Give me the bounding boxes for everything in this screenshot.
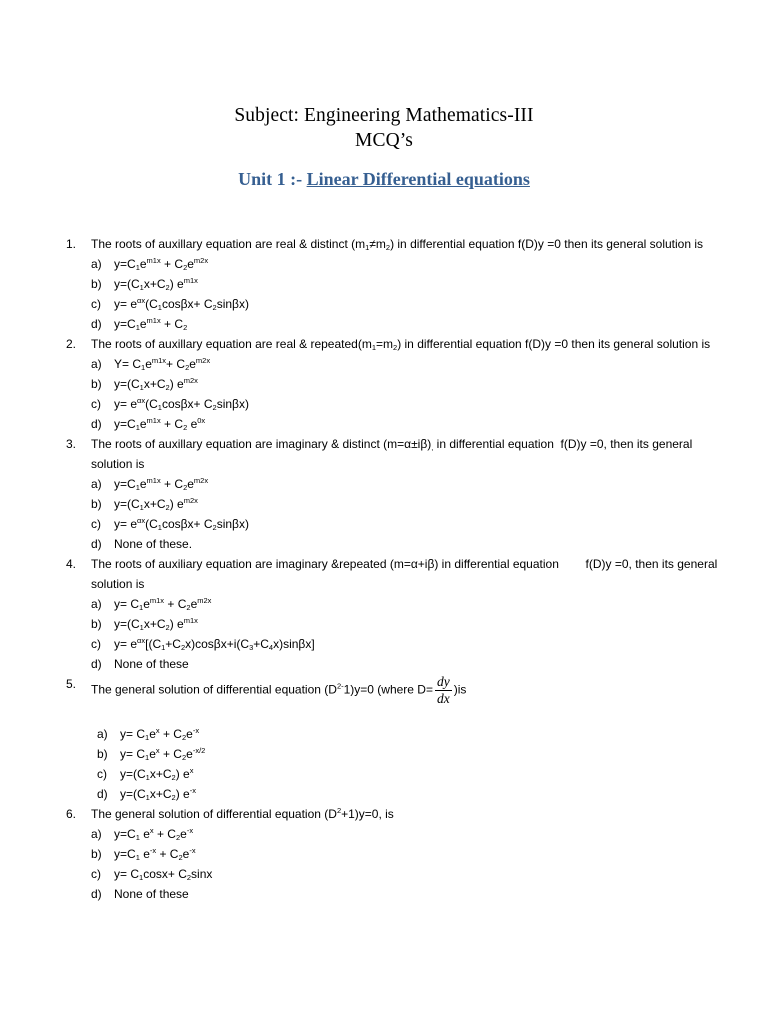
option-text: $y=(C_1x+C_2)$ $e^{m2x}$ xyxy=(114,496,198,512)
question-4 xyxy=(66,554,726,674)
option-text: $y= e^{\alpha x}(C_1\cos\beta x+ C_2\sin\beta x)$ xyxy=(114,296,249,312)
option-b xyxy=(91,494,726,514)
option-text: $y= C_1e^x + C_2e^{-x}$ xyxy=(120,726,200,742)
question-text: The roots of auxillary equation are real & $repeated(m_1=m_2)$ in differential equation f(D)y =0 then its general solution is xyxy=(91,337,711,352)
option-letter: b) xyxy=(91,617,102,631)
question-number: 3. xyxy=(66,437,77,451)
fraction-dy-dx xyxy=(435,674,452,707)
option-a xyxy=(91,824,726,844)
option-text: $y=(C_1x+C_2)$ $e^{m1x}$ xyxy=(114,276,198,292)
option-text: $y=C_1$ $e^x + C_2e^{-x}$ xyxy=(114,826,194,842)
option-letter: d) xyxy=(91,417,102,431)
question-number: 5. xyxy=(66,677,77,691)
option-letter: a) xyxy=(91,477,102,491)
option-text: $y=C_1e^{m1x} + C_2$ $e^{0x}$ xyxy=(114,416,206,432)
option-letter: c) xyxy=(91,397,101,411)
unit-heading xyxy=(0,167,768,191)
option-text: None of these xyxy=(114,657,189,671)
option-d xyxy=(91,534,726,554)
option-text: $y=C_1e^{m1x} + C_2e^{m2x}$ xyxy=(114,256,209,272)
option-text: None of these xyxy=(114,887,189,901)
option-text: None of these. xyxy=(114,537,193,551)
question-2 xyxy=(66,334,726,434)
option-text: $y= C_1e^x + C_2e^{-x/2}$ xyxy=(120,746,206,762)
option-letter: d) xyxy=(97,787,108,801)
option-c xyxy=(91,634,726,654)
question-text: The roots of auxillary equation are imaginary & distinct $(m=\alpha\pm i\beta)_,$ in differential equation f(D)y =0, then its general solution is xyxy=(91,437,693,471)
question-text: The roots of auxiliary equation are imaginary &repeated (m=α+iβ) in differential equation f(D)y =0, then its general solution is xyxy=(91,557,718,591)
option-c xyxy=(91,764,726,784)
fraction-numerator: dy xyxy=(436,674,450,689)
question-list xyxy=(66,234,726,904)
option-letter: b) xyxy=(91,847,102,861)
option-letter: d) xyxy=(91,317,102,331)
document-header xyxy=(0,103,768,191)
question-number: 4. xyxy=(66,557,77,571)
question-text: The general solution of differential equation $(D^2+1)y=0$, is xyxy=(91,806,394,821)
option-b xyxy=(91,614,726,634)
question-text: The roots of auxillary equation are real & distinct $(m_1\ne m_2)$ in differential equation f(D)y =0 then its general solution is xyxy=(91,237,704,252)
option-letter: c) xyxy=(91,297,101,311)
question-number: 6. xyxy=(66,807,77,821)
option-text: $y=C_1e^{m1x} + C_2$ xyxy=(114,316,188,332)
option-text: $y= e^{\alpha x}(C_1\cos\beta x+ C_2\sin\beta x)$ xyxy=(114,396,249,412)
option-c xyxy=(91,294,726,314)
option-text: $y=(C_1x+C_2)$ $e^{m2x}$ xyxy=(114,376,198,392)
question-5 xyxy=(66,674,726,804)
option-letter: c) xyxy=(91,637,101,651)
option-letter: b) xyxy=(91,277,102,291)
option-text: $y= C_1\cos x+ C_2\sin x$ xyxy=(114,867,213,882)
option-letter: c) xyxy=(97,767,107,781)
option-text: $y= e^{\alpha x}[(C_1+C_2x)\cos\beta x+i(C_3+C_4x)\sin\beta x]$ xyxy=(114,636,315,652)
question-number: 1. xyxy=(66,237,77,251)
option-text: $y=C_1$ $e^{-x} + C_2e^{-x}$ xyxy=(114,846,196,862)
question-3 xyxy=(66,434,726,554)
option-d xyxy=(91,654,726,674)
option-a xyxy=(91,724,726,744)
option-d xyxy=(91,884,726,904)
unit-prefix: Unit 1 :- xyxy=(238,169,307,189)
option-letter: a) xyxy=(91,827,102,841)
option-letter: a) xyxy=(91,257,102,271)
question-6 xyxy=(66,804,726,904)
option-letter: d) xyxy=(91,887,102,901)
option-letter: b) xyxy=(91,497,102,511)
mcq-title: MCQ’s xyxy=(355,130,413,151)
option-letter: a) xyxy=(91,357,102,371)
option-a xyxy=(91,594,726,614)
option-letter: a) xyxy=(97,727,108,741)
question-number: 2. xyxy=(66,337,77,351)
option-b xyxy=(91,274,726,294)
option-c xyxy=(91,394,726,414)
unit-topic-link[interactable]: Linear Differential equations xyxy=(306,169,530,189)
option-text: $y=C_1e^{m1x} + C_2e^{m2x}$ xyxy=(114,476,209,492)
option-c xyxy=(91,514,726,534)
option-letter: c) xyxy=(91,517,101,531)
fraction-denominator: dx xyxy=(436,691,450,706)
option-letter: b) xyxy=(97,747,108,761)
spacer xyxy=(91,707,726,724)
option-d xyxy=(91,414,726,434)
question-1 xyxy=(66,234,726,334)
option-letter: b) xyxy=(91,377,102,391)
option-text: $y=(C_1x+C_2)$ $e^{-x}$ xyxy=(120,786,196,802)
option-b xyxy=(91,374,726,394)
option-text: $y=(C_1x+C_2)$ $e^x$ xyxy=(120,766,194,782)
option-letter: d) xyxy=(91,657,102,671)
option-c xyxy=(91,864,726,884)
option-letter: a) xyxy=(91,597,102,611)
option-d xyxy=(91,784,726,804)
option-text: $y=(C_1x+C_2)$ $e^{m1x}$ xyxy=(114,616,198,632)
option-text: $y= e^{\alpha x}(C_1\cos\beta x+ C_2\sin\beta x)$ xyxy=(114,516,249,532)
option-d xyxy=(91,314,726,334)
option-text: $Y= C_1e^{m1x}+ C_2e^{m2x}$ xyxy=(114,356,211,372)
question-text: The general solution of differential equation $(D^{2-}1)y=0$ (where D= $\frac{dy}{dx}$ )is xyxy=(91,674,467,706)
option-a xyxy=(91,354,726,374)
option-b xyxy=(91,844,726,864)
option-text: $y= C_1e^{m1x} + C_2e^{m2x}$ xyxy=(114,596,212,612)
option-a xyxy=(91,254,726,274)
option-a xyxy=(91,474,726,494)
subject-title: Subject: Engineering Mathematics-III xyxy=(234,105,534,126)
option-b xyxy=(91,744,726,764)
option-letter: d) xyxy=(91,537,102,551)
option-letter: c) xyxy=(91,867,101,881)
